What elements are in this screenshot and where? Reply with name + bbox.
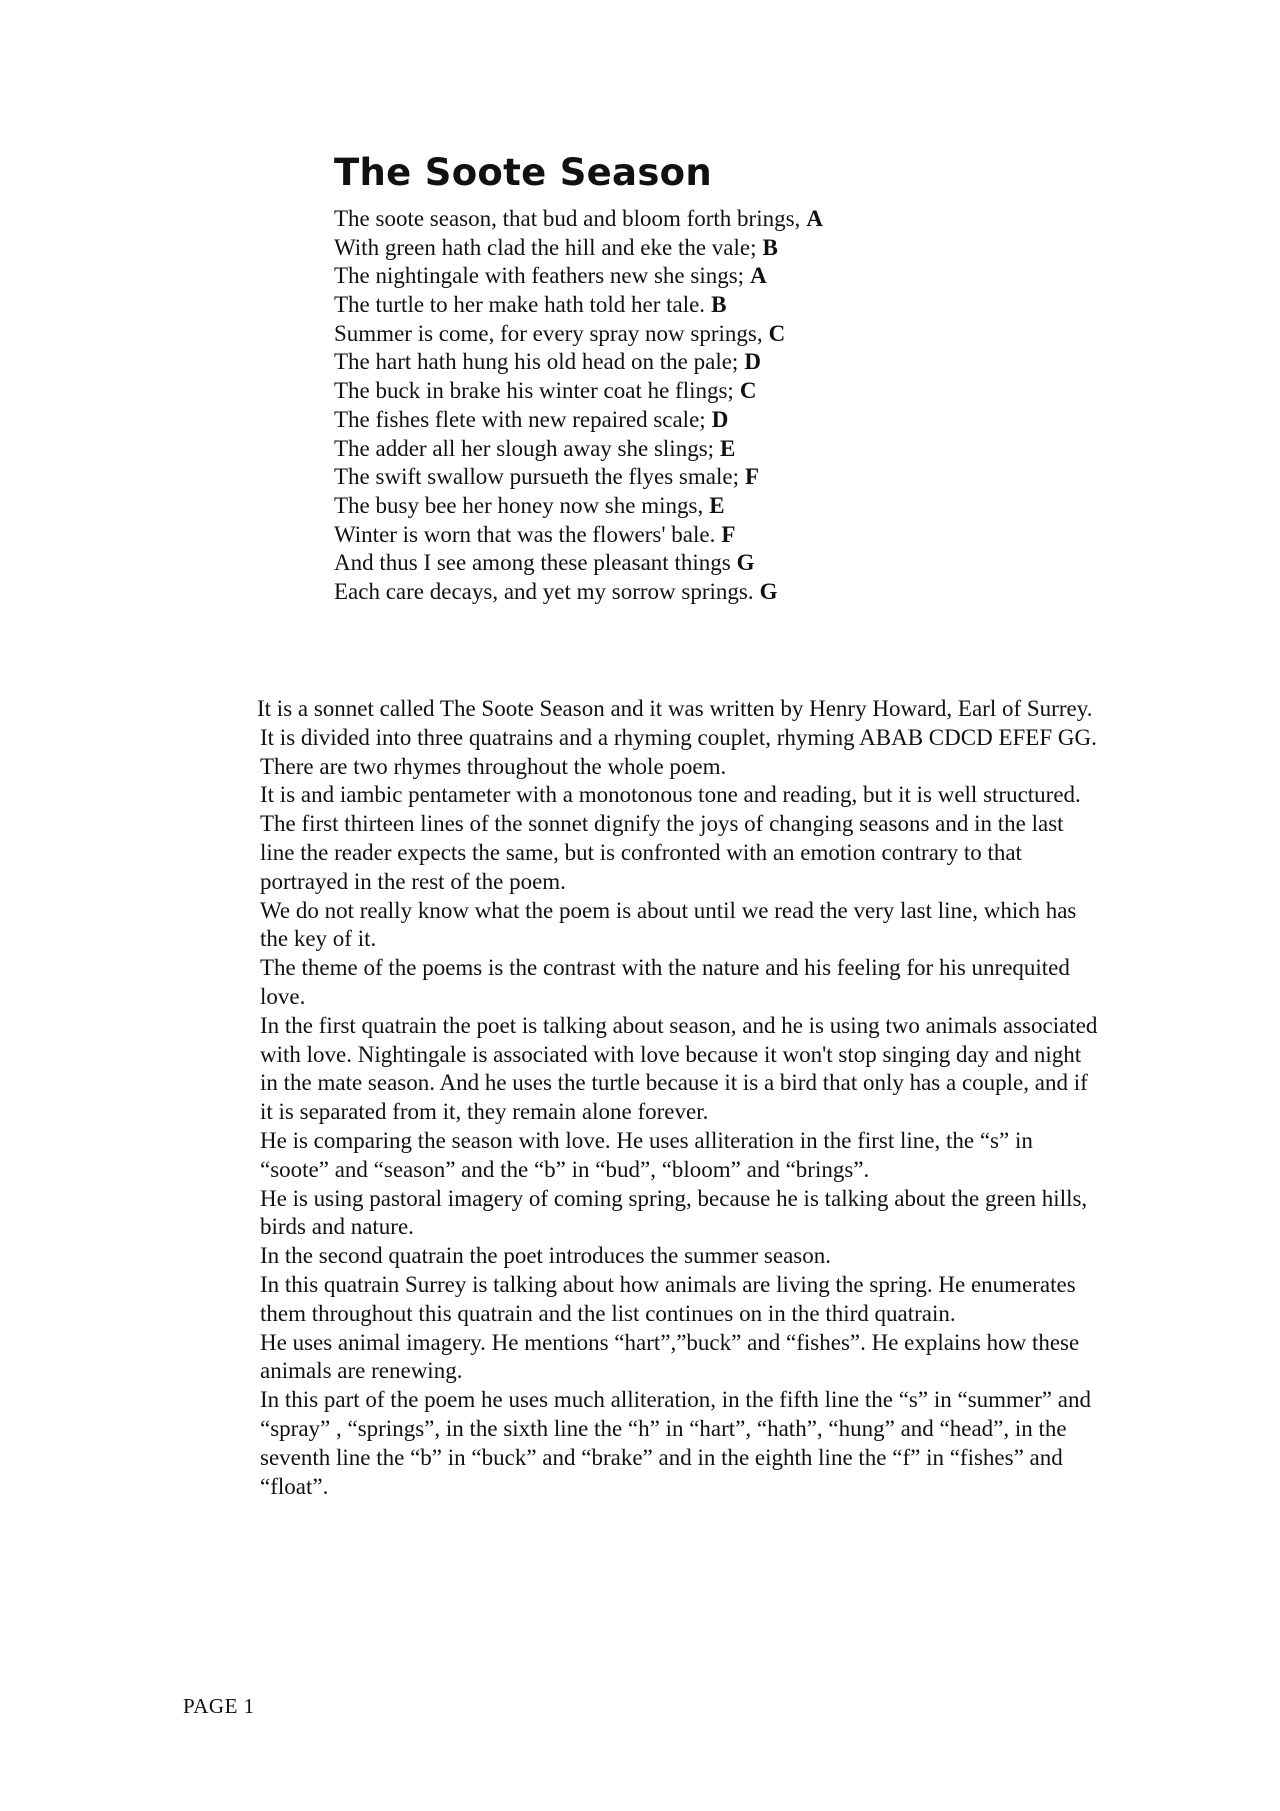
poem-line [334, 578, 823, 607]
poem-line-text: The turtle to her make hath told her tale. [334, 292, 706, 318]
rhyme-letter: F [721, 521, 736, 547]
poem-line [334, 492, 823, 521]
analysis-paragraph: It is a sonnet called The Soote Season and it was written by Henry Howard, Earl of Surrey. [257, 696, 1093, 721]
poem-line [334, 234, 823, 263]
poem-line-text: The buck in brake his winter coat he flings; [334, 378, 734, 404]
page-number-footer: PAGE 1 [183, 1694, 255, 1718]
rhyme-letter: C [768, 320, 786, 346]
poem-line-text: Summer is come, for every spray now springs, [334, 320, 763, 346]
poem-line-text: The fishes flete with new repaired scale; [334, 406, 706, 432]
analysis-paragraph: He is comparing the season with love. He uses alliteration in the first line, the “s” in “soote” and “season” and the “b” in “bud”, “bloom” and “brings”. [260, 1127, 1033, 1182]
rhyme-letter: C [739, 378, 757, 404]
analysis-paragraph: In this part of the poem he uses much alliteration, in the fifth line the “s” in “summer” and “spray” , “springs”, in the sixth line the “h” in “hart”, “hath”, “hung” and “head”, in the seventh line the “b” in “buck” and “brake” and in the eighth line the “f” in “fishes” and “float”. [260, 1387, 1091, 1499]
poem-stanza [334, 205, 823, 607]
poem-line-text: And thus I see among these pleasant things [334, 550, 731, 576]
poem-line-text: Each care decays, and yet my sorrow springs. [334, 578, 754, 604]
poem-line-text: The busy bee her honey now she mings, [334, 492, 704, 518]
poem-line [334, 262, 823, 291]
rhyme-letter: A [750, 263, 767, 289]
analysis-paragraph: He is using pastoral imagery of coming spring, because he is talking about the green hills, birds and nature. [260, 1185, 1088, 1240]
rhyme-letter: E [709, 492, 725, 518]
rhyme-letter: B [762, 234, 778, 260]
poem-line [334, 205, 823, 234]
poem-line [334, 435, 823, 464]
rhyme-letter: A [806, 206, 823, 231]
analysis-paragraph: He uses animal imagery. He mentions “hart”,”buck” and “fishes”. He explains how these animals are renewing. [260, 1329, 1080, 1384]
poem-line-text: The hart hath hung his old head on the pale; [334, 349, 739, 375]
poem-line [334, 320, 823, 349]
poem-line-text: The adder all her slough away she slings; [334, 435, 715, 461]
rhyme-letter: B [711, 292, 727, 318]
rhyme-letter: D [744, 349, 761, 375]
poem-line-text: The nightingale with feathers new she sings; [334, 263, 745, 289]
rhyme-letter: G [736, 550, 755, 576]
rhyme-letter: D [711, 406, 729, 432]
analysis-paragraph: In the first quatrain the poet is talking about season, and he is using two animals associated with love. Nightingale is associated with love because it won't stop singing day and night in the mate season. And he uses the turtle because it is a bird that only has a couple, and if it is separated from it, they remain alone forever. [260, 1012, 1098, 1125]
poem-line-text: With green hath clad the hill and eke the vale; [334, 234, 757, 260]
poem-title: The Soote Season [334, 151, 712, 194]
poem-line-text: The soote season, that bud and bloom forth brings, [334, 206, 801, 231]
analysis-paragraph: The theme of the poems is the contrast with the nature and his feeling for his unrequited love. [260, 955, 1070, 1009]
poem-line [334, 348, 823, 377]
analysis-paragraph: In this quatrain Surrey is talking about how animals are living the spring. He enumerates them throughout this quatrain and the list continues on in the third quatrain. [260, 1271, 1076, 1326]
analysis-paragraph: It is divided into three quatrains and a rhyming couplet, rhyming ABAB CDCD EFEF GG. [260, 724, 1097, 750]
analysis-paragraph: It is and iambic pentameter with a monotonous tone and reading, but it is well structured. [260, 782, 1081, 808]
poem-line [334, 463, 823, 492]
poem-line-text: Winter is worn that was the flowers' bale. [334, 521, 716, 547]
analysis-paragraph: We do not really know what the poem is about until we read the very last line, which has the key of it. [260, 897, 1077, 952]
analysis-paragraph: The first thirteen lines of the sonnet dignify the joys of changing seasons and in the last line the reader expects the same, but is confronted with an emotion contrary to that portrayed in the rest of the poem. [260, 811, 1064, 894]
poem-line [334, 406, 823, 435]
rhyme-letter: F [744, 464, 760, 490]
poem-line-text: The swift swallow pursueth the flyes smale; [334, 464, 739, 490]
poem-line [334, 377, 823, 406]
analysis-body [258, 695, 1098, 1501]
analysis-paragraph: In the second quatrain the poet introduces the summer season. [260, 1243, 832, 1269]
rhyme-letter: G [759, 578, 778, 604]
rhyme-letter: E [720, 435, 736, 461]
poem-line [334, 549, 823, 578]
poem-line [334, 521, 823, 550]
analysis-paragraph: There are two rhymes throughout the whole poem. [260, 753, 727, 779]
poem-line [334, 291, 823, 320]
